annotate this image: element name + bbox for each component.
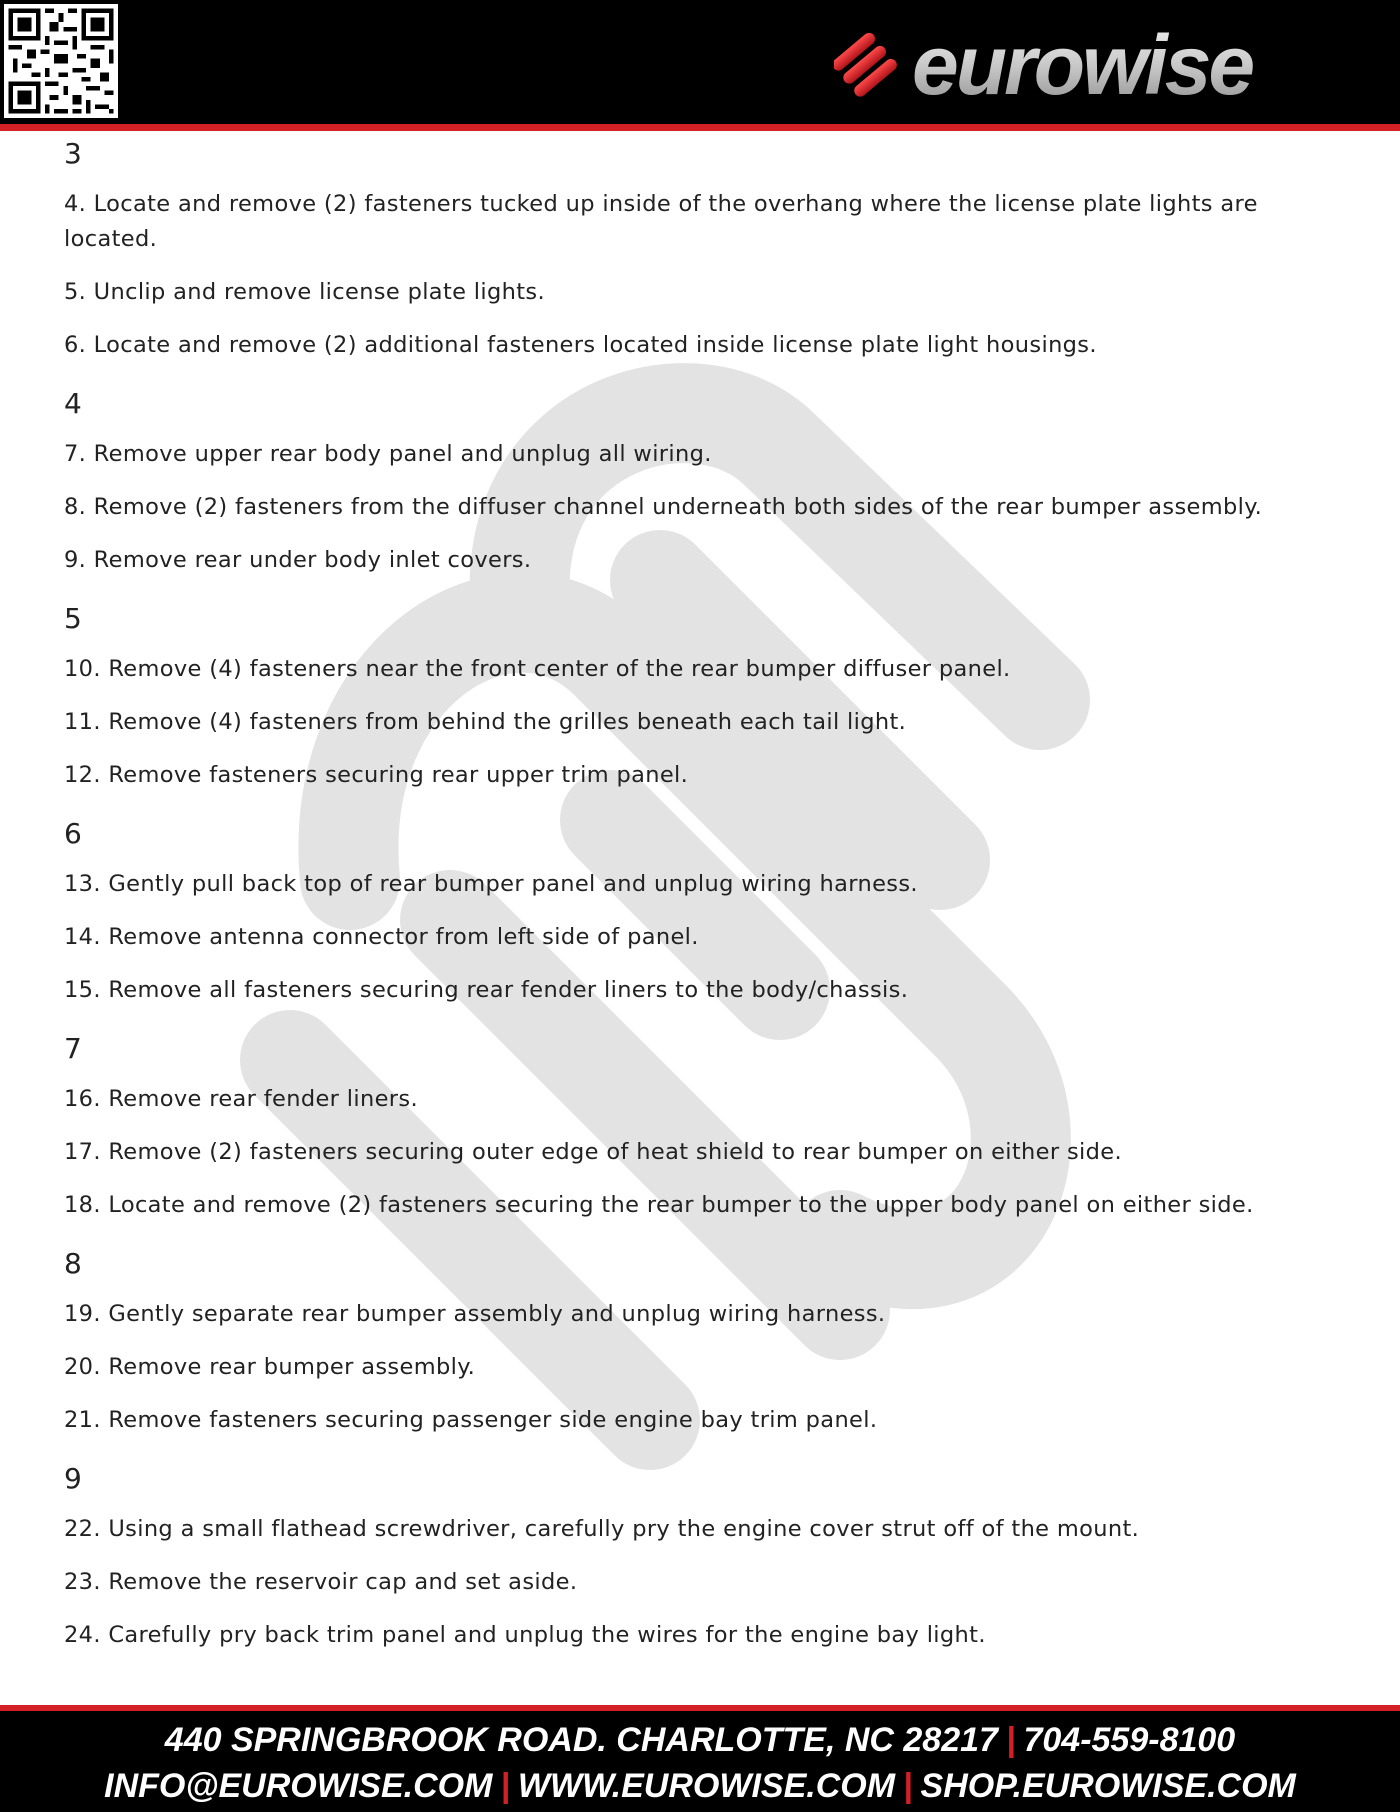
step-item: 18. Locate and remove (2) fasteners securing the rear bumper to the upper body panel on either side. (64, 1192, 1254, 1218)
footer-address: 440 SPRINGBROOK ROAD. CHARLOTTE, NC 28217 (164, 1721, 998, 1759)
step-number: 5 (64, 602, 82, 635)
qr-code-icon (4, 4, 118, 118)
step-item: 10. Remove (4) fasteners near the front center of the rear bumper diffuser panel. (64, 656, 1011, 682)
step-group-5 (64, 596, 1354, 793)
footer-phone[interactable]: 704-559-8100 (1023, 1721, 1236, 1759)
step-number: 7 (64, 1032, 82, 1065)
step-item: 13. Gently pull back top of rear bumper panel and unplug wiring harness. (64, 871, 918, 897)
step-item: 7. Remove upper rear body panel and unplug all wiring. (64, 441, 712, 467)
step-item: 23. Remove the reservoir cap and set aside. (64, 1569, 578, 1595)
step-item: 19. Gently separate rear bumper assembly and unplug wiring harness. (64, 1301, 886, 1327)
step-number: 8 (64, 1247, 82, 1280)
step-group-4 (64, 381, 1354, 578)
page-header (0, 0, 1400, 131)
footer-separator: | (500, 1767, 510, 1805)
eurowise-logo (834, 14, 1384, 114)
footer-email[interactable]: INFO@EUROWISE.COM (104, 1767, 493, 1805)
step-item: 16. Remove rear fender liners. (64, 1086, 418, 1112)
footer-separator: | (1005, 1721, 1016, 1759)
step-item: 11. Remove (4) fasteners from behind the grilles beneath each tail light. (64, 709, 907, 735)
footer-separator: | (903, 1767, 913, 1805)
step-item: 8. Remove (2) fasteners from the diffuser channel underneath both sides of the rear bumper assembly. (64, 494, 1263, 520)
footer-shop-link[interactable]: SHOP.EUROWISE.COM (920, 1767, 1296, 1805)
logo-mark-icon (834, 30, 899, 99)
step-item: 21. Remove fasteners securing passenger side engine bay trim panel. (64, 1407, 878, 1433)
step-number: 6 (64, 817, 82, 850)
step-item: 15. Remove all fasteners securing rear fender liners to the body/chassis. (64, 977, 909, 1003)
step-item: 17. Remove (2) fasteners securing outer edge of heat shield to rear bumper on either side. (64, 1139, 1122, 1165)
step-item: 9. Remove rear under body inlet covers. (64, 547, 532, 573)
step-item: 14. Remove antenna connector from left side of panel. (64, 924, 699, 950)
step-group-3 (64, 131, 1354, 363)
step-item: 6. Locate and remove (2) additional fasteners located inside license plate light housings. (64, 332, 1097, 358)
step-item: 22. Using a small flathead screwdriver, carefully pry the engine cover strut off of the mount. (64, 1516, 1140, 1542)
footer-address-line (0, 1717, 1400, 1763)
step-number: 3 (64, 137, 82, 170)
step-item: 4. Locate and remove (2) fasteners tucked up inside of the overhang where the license plate lights are located. (64, 191, 1258, 252)
svg-text:eurowise: eurowise (912, 18, 1253, 112)
step-group-9 (64, 1456, 1354, 1653)
step-number: 4 (64, 387, 82, 420)
footer-contact-line (0, 1763, 1400, 1809)
step-group-7 (64, 1026, 1354, 1223)
step-item: 5. Unclip and remove license plate lights. (64, 279, 546, 305)
footer-website[interactable]: WWW.EUROWISE.COM (517, 1767, 896, 1805)
step-group-8 (64, 1241, 1354, 1438)
step-item: 20. Remove rear bumper assembly. (64, 1354, 476, 1380)
instructions-content (64, 131, 1354, 1671)
step-item: 12. Remove fasteners securing rear upper trim panel. (64, 762, 689, 788)
page-footer (0, 1705, 1400, 1812)
step-item: 24. Carefully pry back trim panel and unplug the wires for the engine bay light. (64, 1622, 986, 1648)
step-group-6 (64, 811, 1354, 1008)
step-number: 9 (64, 1462, 82, 1495)
